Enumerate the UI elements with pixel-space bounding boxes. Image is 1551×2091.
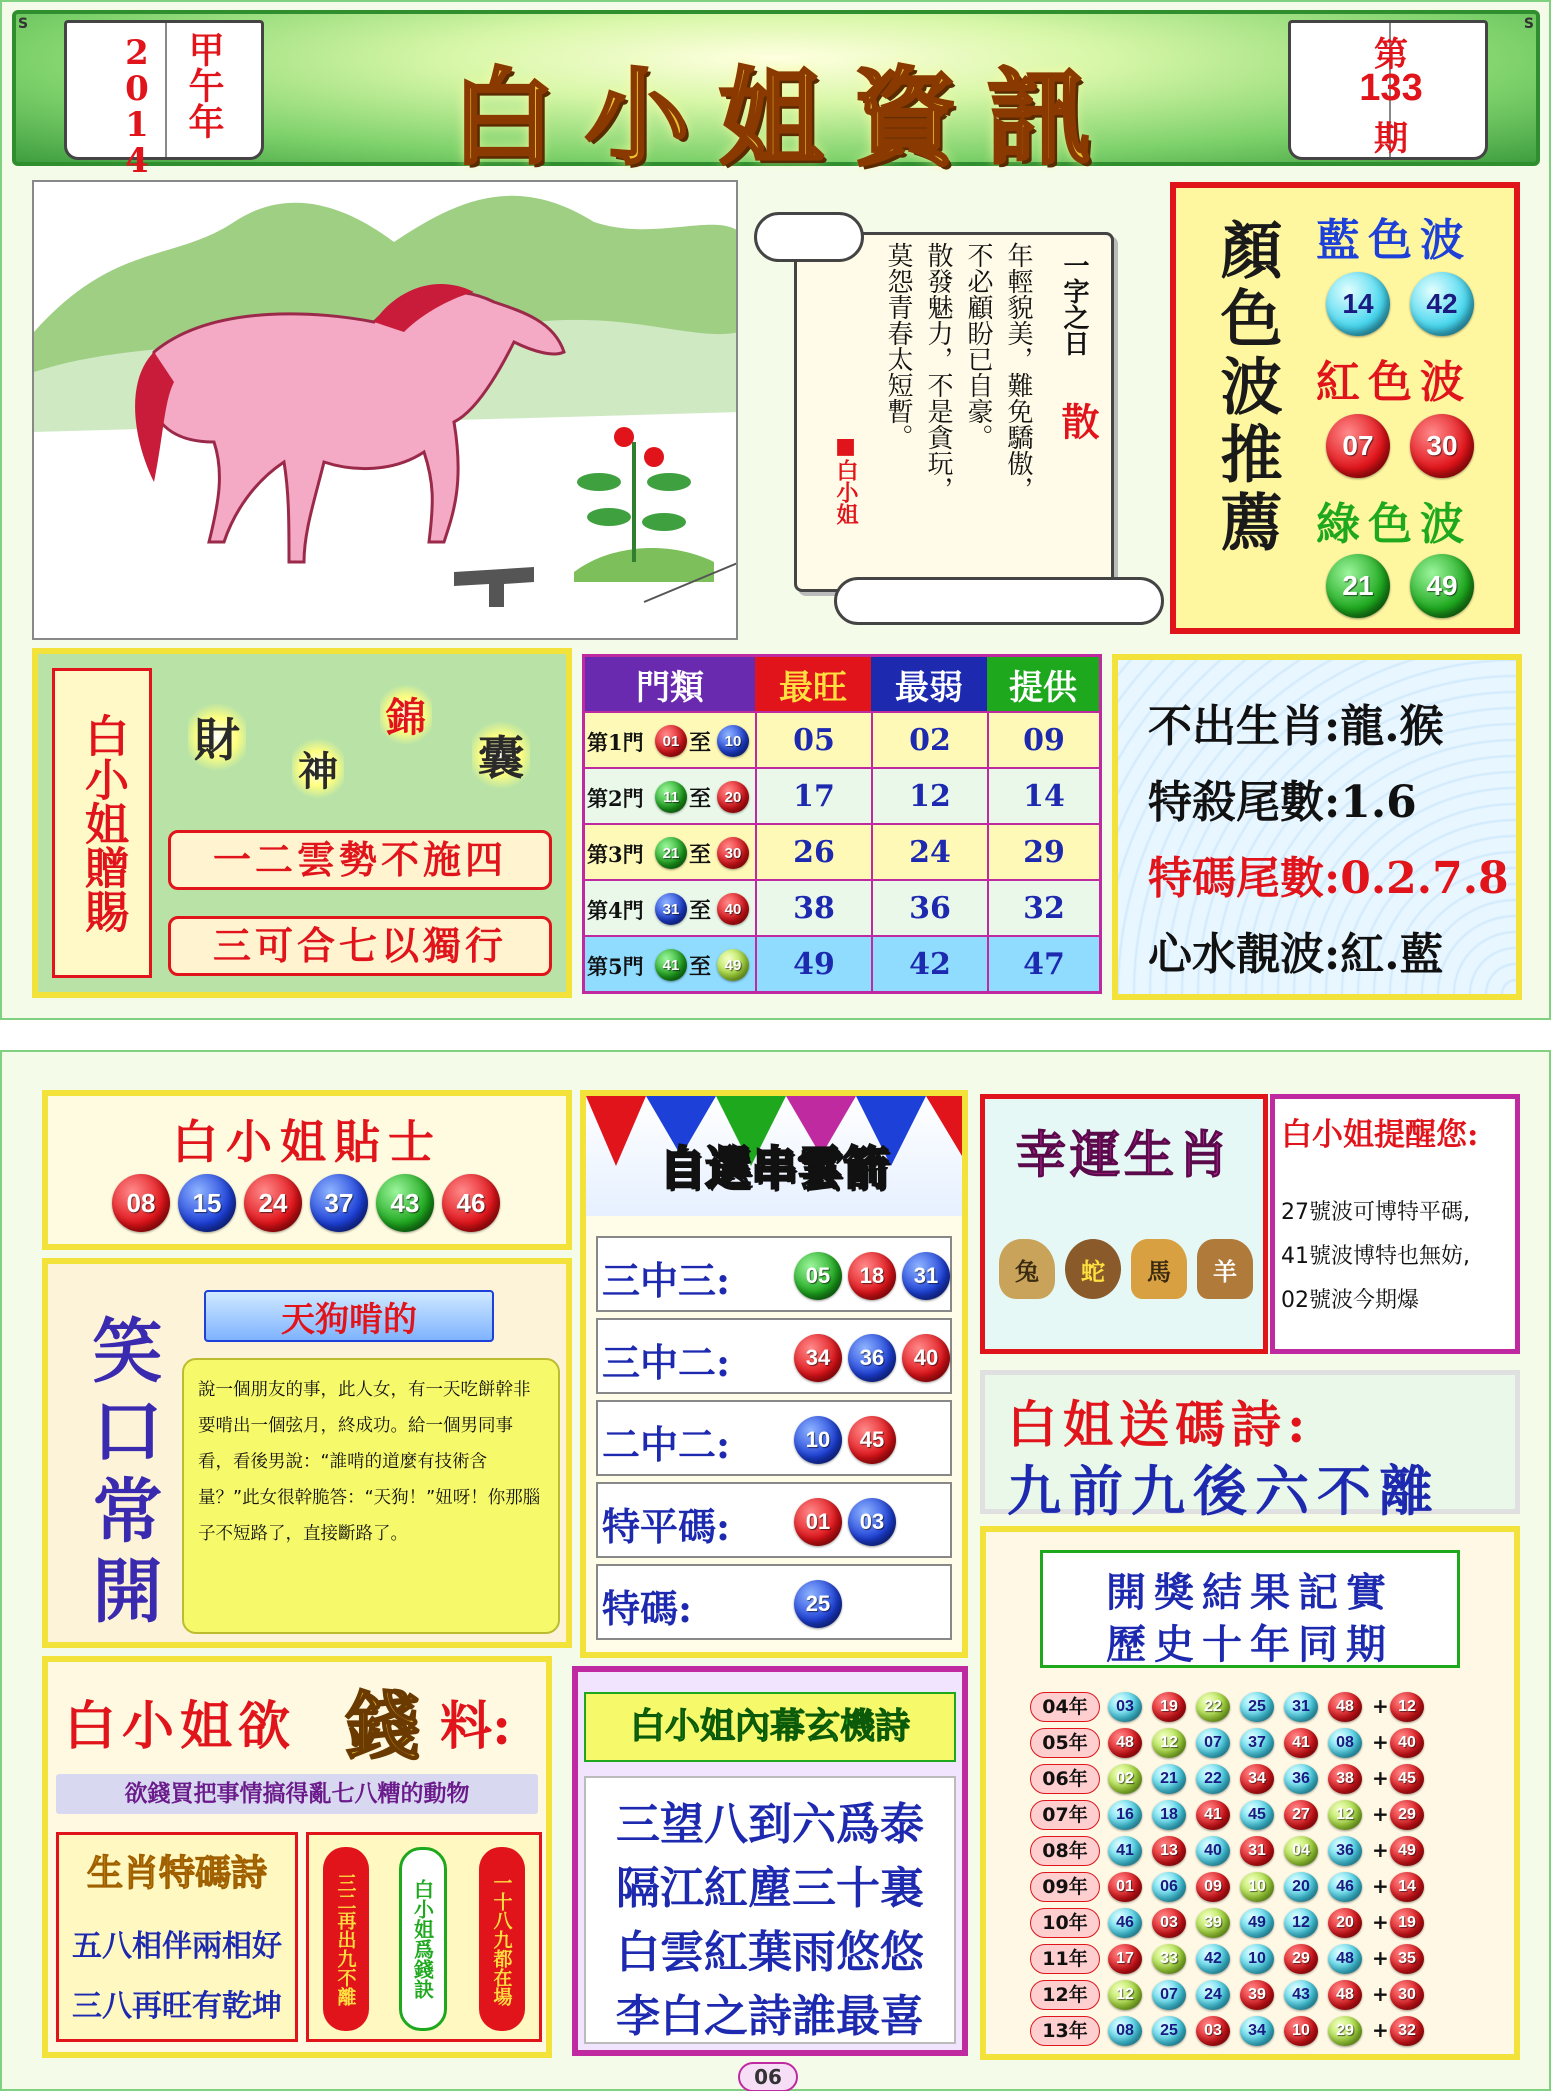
gift-line-1: 一二雲勢不施四 [168, 830, 552, 890]
history-plus: + [1372, 1838, 1389, 1862]
corner-mark-left: S [18, 16, 29, 32]
history-ball: 39 [1196, 1908, 1230, 1938]
picks-ball: 10 [794, 1416, 842, 1464]
picks-row-label: 三中二: [602, 1340, 731, 1385]
lucky-animal-3 [1131, 1239, 1187, 1299]
history-special-ball: 14 [1390, 1872, 1424, 1902]
stat-line-1: 不出生肖:龍.猴 [1148, 701, 1444, 752]
issue-number: 133 [1359, 67, 1423, 109]
tips-ball: 43 [376, 1174, 434, 1232]
history-special-ball: 35 [1390, 1944, 1424, 1974]
inside-line-3: 白雲紅葉雨悠悠 [616, 1927, 924, 1978]
picks-ball: 31 [902, 1252, 950, 1300]
wave-ball-red-1: 07 [1326, 414, 1390, 478]
history-special-ball: 32 [1390, 2016, 1424, 2046]
door-to-ball: 40 [717, 893, 749, 925]
year-number: 2014 [117, 33, 157, 177]
tips-ball: 08 [112, 1174, 170, 1232]
history-ball: 31 [1284, 1692, 1318, 1722]
lucky-title: 幸運生肖 [1016, 1125, 1232, 1184]
history-plus: + [1372, 1694, 1389, 1718]
scroll-heading: 一字之日 [1059, 252, 1089, 356]
history-ball: 20 [1328, 1908, 1362, 1938]
poem-scroll [754, 202, 1164, 634]
picks-ball: 05 [794, 1252, 842, 1300]
history-year: 06年 [1030, 1764, 1100, 1794]
history-year: 04年 [1030, 1692, 1100, 1722]
gift-line-2: 三可合七以獨行 [168, 916, 552, 976]
history-ball: 27 [1284, 1800, 1318, 1830]
history-special-ball: 29 [1390, 1800, 1424, 1830]
door-value: 09 [987, 713, 1099, 767]
lucky-animal-4-label: 羊 [1213, 1257, 1237, 1286]
picks-row [596, 1236, 952, 1312]
wave-label-red: 紅色波 [1316, 357, 1472, 408]
history-ball: 17 [1108, 1944, 1142, 1974]
door-to-word: 至 [689, 842, 712, 868]
inside-line-2: 隔江紅塵三十裏 [616, 1863, 924, 1914]
scroll-signature: ■白小姐 [833, 434, 858, 525]
tips-ball: 46 [442, 1174, 500, 1232]
wave-ball-green-2: 49 [1410, 554, 1474, 618]
issue-suffix: 期 [1374, 119, 1408, 159]
scroll-line-4: 莫怨青春太短暫。 [883, 242, 913, 450]
history-ball: 04 [1284, 1836, 1318, 1866]
header-banner [12, 10, 1540, 179]
gift-char-cai: 財 [188, 698, 246, 776]
history-ball: 33 [1152, 1944, 1186, 1974]
scroll-roll-bottom [834, 577, 1164, 625]
door-value: 05 [755, 713, 871, 767]
door-row-label: 第2門 [587, 786, 644, 811]
history-ball: 10 [1284, 2016, 1318, 2046]
zodiac-title: 生肖特碼詩 [86, 1852, 267, 1894]
gift-char-shen: 神 [292, 734, 344, 803]
gift-side [52, 668, 152, 978]
door-row [585, 879, 1099, 935]
money-subtitle: 欲錢買把事情搞得亂七八糟的動物 [56, 1774, 538, 1814]
history-ball: 24 [1196, 1980, 1230, 2010]
history-plus: + [1372, 1802, 1389, 1826]
history-year: 13年 [1030, 2016, 1100, 2046]
history-plus: + [1372, 1766, 1389, 1790]
scroll-right-text: 一十八九都在場 [490, 1872, 513, 2006]
corner-mark-right: S [1523, 16, 1534, 32]
picks-ball: 45 [848, 1416, 896, 1464]
history-ball: 01 [1108, 1872, 1142, 1902]
top-page [0, 0, 1551, 1020]
wave-ball-red-2: 30 [1410, 414, 1474, 478]
history-title-box [1040, 1550, 1460, 1668]
door-value: 14 [987, 769, 1099, 823]
history-special-ball: 30 [1390, 1980, 1424, 2010]
history-special-ball: 45 [1390, 1764, 1424, 1794]
door-from-ball: 11 [655, 781, 687, 813]
color-wave-panel [1170, 182, 1520, 634]
history-title-1: 開獎結果記實 [1106, 1569, 1394, 1616]
door-row-label: 第5門 [587, 954, 644, 979]
picks-title: 自選串雲箭 [659, 1141, 889, 1195]
history-ball: 10 [1240, 1872, 1274, 1902]
picks-ball: 40 [902, 1334, 950, 1382]
stat-line-4: 心水靚波:紅.藍 [1148, 929, 1444, 980]
history-ball: 13 [1152, 1836, 1186, 1866]
year-book [64, 20, 264, 177]
door-to-word: 至 [689, 954, 712, 980]
door-to-word: 至 [689, 730, 712, 756]
history-ball: 29 [1328, 2016, 1362, 2046]
history-year: 05年 [1030, 1728, 1100, 1758]
history-ball: 19 [1152, 1692, 1186, 1722]
tips-panel [42, 1090, 572, 1250]
door-to-ball: 49 [717, 949, 749, 981]
history-panel [980, 1526, 1520, 2060]
inside-panel [572, 1666, 968, 2056]
stat-line-2: 特殺尾數:1.6 [1148, 777, 1417, 828]
door-value: 17 [755, 769, 871, 823]
book-spine [165, 23, 167, 157]
door-row [585, 711, 1099, 767]
scroll-mid [399, 1847, 447, 2031]
gift-panel [32, 648, 572, 998]
money-title-a: 白小姐欲 [64, 1696, 297, 1757]
history-ball: 42 [1196, 1944, 1230, 1974]
history-ball: 49 [1240, 1908, 1274, 1938]
money-title-big: 錢 [346, 1684, 420, 1770]
history-ball: 12 [1284, 1908, 1318, 1938]
door-value: 29 [987, 825, 1099, 879]
history-ball: 48 [1328, 1980, 1362, 2010]
history-ball: 43 [1284, 1980, 1318, 2010]
history-special-ball: 19 [1390, 1908, 1424, 1938]
wave-label-green: 綠色波 [1316, 499, 1472, 550]
door-to-ball: 10 [717, 725, 749, 757]
door-value: 47 [987, 937, 1099, 991]
picks-row [596, 1482, 952, 1558]
door-from-ball: 41 [655, 949, 687, 981]
history-ball: 45 [1240, 1800, 1274, 1830]
lucky-panel [980, 1094, 1268, 1354]
history-ball: 48 [1108, 1728, 1142, 1758]
history-ball: 03 [1108, 1692, 1142, 1722]
history-year: 10年 [1030, 1908, 1100, 1938]
reminder-title: 白小姐提醒您: [1281, 1117, 1479, 1153]
history-ball: 41 [1108, 1836, 1142, 1866]
history-ball: 39 [1240, 1980, 1274, 2010]
door-table [582, 654, 1102, 994]
history-ball: 22 [1196, 1692, 1230, 1722]
history-ball: 09 [1196, 1872, 1230, 1902]
picks-panel [580, 1090, 968, 1658]
picks-row [596, 1564, 952, 1640]
door-from-ball: 21 [655, 837, 687, 869]
door-row [585, 767, 1099, 823]
money-scrolls [306, 1832, 542, 2042]
history-ball: 22 [1196, 1764, 1230, 1794]
picks-row [596, 1400, 952, 1476]
reminder-panel [1270, 1094, 1520, 1354]
wave-ball-blue-1: 14 [1326, 272, 1390, 336]
stat-line-3: 特碼尾數:0.2.7.8 [1148, 853, 1509, 904]
reminder-line-1: 27號波可博特平碼, [1281, 1200, 1470, 1225]
lucky-animal-2 [1065, 1239, 1121, 1299]
inside-title: 白小姐內幕玄機詩 [584, 1692, 956, 1762]
zodiac-line-2: 三八再旺有乾坤 [72, 1989, 282, 2024]
door-to-ball: 30 [717, 837, 749, 869]
history-special-ball: 40 [1390, 1728, 1424, 1758]
picks-ball: 34 [794, 1334, 842, 1382]
tips-title: 白小姐貼士 [172, 1115, 442, 1169]
history-ball: 36 [1328, 1836, 1362, 1866]
door-from-ball: 31 [655, 893, 687, 925]
history-plus: + [1372, 2018, 1389, 2042]
door-value: 12 [871, 769, 987, 823]
joke-panel [42, 1258, 572, 1648]
history-ball: 34 [1240, 2016, 1274, 2046]
inside-line-4: 李白之詩誰最喜 [616, 1991, 924, 2042]
picks-ball: 36 [848, 1334, 896, 1382]
history-ball: 36 [1284, 1764, 1318, 1794]
scroll-roll-top [754, 212, 864, 262]
door-row-label: 第4門 [587, 898, 644, 923]
joke-text: 說一個朋友的事，此人女，有一天吃餅幹非要啃出一個弦月，終成功。給一個男同事看，看後男說：“誰啃的道麼有技術含量？”此女很幹脆答：“天狗！”妞呀！你那腦子不短路了，直接斷路了。 [182, 1358, 560, 1634]
history-special-ball: 49 [1390, 1836, 1424, 1866]
issue-prefix: 第 [1374, 35, 1408, 75]
scroll-line-2: 不必顧盼已自豪。 [963, 242, 993, 450]
history-plus: + [1372, 1874, 1389, 1898]
door-row [585, 935, 1099, 991]
code-poem-line: 九前九後六不離 [1007, 1459, 1441, 1523]
tips-ball: 37 [310, 1174, 368, 1232]
door-to-word: 至 [689, 898, 712, 924]
history-ball: 12 [1108, 1980, 1142, 2010]
door-value: 36 [871, 881, 987, 935]
money-title-b: 料: [440, 1696, 512, 1757]
code-poem-title: 白姐送碼詩: [1007, 1395, 1312, 1454]
tips-ball: 24 [244, 1174, 302, 1232]
history-ball: 48 [1328, 1944, 1362, 1974]
year-ganzhi: 甲午年 [183, 31, 225, 139]
history-ball: 08 [1328, 1728, 1362, 1758]
wave-label-blue: 藍色波 [1316, 215, 1472, 266]
history-ball: 21 [1152, 1764, 1186, 1794]
door-row-label: 第3門 [587, 842, 644, 867]
stats-panel [1112, 654, 1522, 1000]
lucky-animal-4 [1197, 1239, 1253, 1299]
door-value: 02 [871, 713, 987, 767]
history-ball: 37 [1240, 1728, 1274, 1758]
lucky-animal-1-label: 兔 [1015, 1257, 1039, 1286]
history-special-ball: 12 [1390, 1692, 1424, 1722]
gift-side-title: 白小姐贈賜 [77, 713, 128, 933]
door-header-3: 最弱 [871, 657, 987, 711]
door-value: 24 [871, 825, 987, 879]
history-ball: 46 [1108, 1908, 1142, 1938]
scroll-mid-text: 白小姐爲錢訣 [410, 1879, 435, 1999]
joke-side-title: 笑口常開 [81, 1314, 164, 1634]
history-ball: 38 [1328, 1764, 1362, 1794]
history-ball: 12 [1152, 1728, 1186, 1758]
joke-banner [204, 1290, 494, 1342]
scroll-left [323, 1847, 369, 2031]
scroll-right [479, 1847, 525, 2031]
zodiac-line-1: 五八相伴兩相好 [72, 1929, 282, 1964]
lucky-animal-3-label: 馬 [1147, 1257, 1171, 1286]
history-ball: 12 [1328, 1800, 1362, 1830]
history-ball: 06 [1152, 1872, 1186, 1902]
wave-ball-green-1: 21 [1326, 554, 1390, 618]
history-ball: 03 [1196, 2016, 1230, 2046]
history-title-2: 歷史十年同期 [1106, 1621, 1394, 1668]
door-to-ball: 20 [717, 781, 749, 813]
scroll-word: 散 [1055, 402, 1100, 440]
scroll-line-3: 散發魅力，不是貪玩， [923, 242, 953, 502]
history-plus: + [1372, 1730, 1389, 1754]
reminder-line-3: 02號波今期爆 [1281, 1288, 1419, 1313]
scroll-left-text: 三二再出九不離 [334, 1872, 357, 2006]
horse-illustration [32, 180, 738, 640]
color-wave-title: 顏色波推薦 [1210, 218, 1283, 558]
picks-ball: 25 [794, 1580, 842, 1628]
history-ball: 41 [1284, 1728, 1318, 1758]
gift-char-nang: 囊 [472, 716, 530, 794]
history-ball: 20 [1284, 1872, 1318, 1902]
history-year: 07年 [1030, 1800, 1100, 1830]
picks-row-label: 二中二: [602, 1422, 731, 1467]
inside-line-1: 三望八到六爲泰 [616, 1799, 924, 1850]
inside-body [584, 1776, 956, 2044]
door-row [585, 823, 1099, 879]
gift-char-jin: 錦 [380, 680, 432, 749]
history-ball: 02 [1108, 1764, 1142, 1794]
history-ball: 18 [1152, 1800, 1186, 1830]
history-ball: 40 [1196, 1836, 1230, 1866]
history-ball: 46 [1328, 1872, 1362, 1902]
history-ball: 41 [1196, 1800, 1230, 1830]
history-year: 09年 [1030, 1872, 1100, 1902]
history-ball: 48 [1328, 1692, 1362, 1722]
history-ball: 07 [1196, 1728, 1230, 1758]
door-header-4: 提供 [987, 657, 1099, 711]
door-row-label: 第1門 [587, 730, 644, 755]
door-value: 32 [987, 881, 1099, 935]
wave-ball-blue-2: 42 [1410, 272, 1474, 336]
page-number: 06 [738, 2062, 798, 2091]
door-to-word: 至 [689, 786, 712, 812]
history-ball: 07 [1152, 1980, 1186, 2010]
history-plus: + [1372, 1982, 1389, 2006]
history-ball: 34 [1240, 1764, 1274, 1794]
door-from-ball: 01 [655, 725, 687, 757]
door-value: 26 [755, 825, 871, 879]
picks-row [596, 1318, 952, 1394]
history-plus: + [1372, 1910, 1389, 1934]
history-ball: 03 [1152, 1908, 1186, 1938]
picks-row-label: 三中三: [602, 1258, 731, 1303]
issue-book [1288, 20, 1488, 160]
picks-ball: 03 [848, 1498, 896, 1546]
door-value: 49 [755, 937, 871, 991]
lucky-animal-1 [999, 1239, 1055, 1299]
door-header-2: 最旺 [755, 657, 871, 711]
door-header-1: 門類 [585, 657, 755, 711]
history-ball: 08 [1108, 2016, 1142, 2046]
money-panel [42, 1656, 552, 2058]
picks-header [586, 1096, 962, 1216]
history-ball: 16 [1108, 1800, 1142, 1830]
code-poem-panel [980, 1370, 1520, 1523]
scroll-line-1: 年輕貌美，難免驕傲， [1003, 242, 1033, 502]
history-ball: 31 [1240, 1836, 1274, 1866]
picks-ball: 01 [794, 1498, 842, 1546]
picks-row-label: 特平碼: [602, 1504, 731, 1549]
joke-banner-text: 天狗啃的 [281, 1299, 417, 1340]
picks-ball: 18 [848, 1252, 896, 1300]
history-plus: + [1372, 1946, 1389, 1970]
history-year: 12年 [1030, 1980, 1100, 2010]
zodiac-poem-box [56, 1832, 298, 2042]
history-year: 11年 [1030, 1944, 1100, 1974]
history-ball: 10 [1240, 1944, 1274, 1974]
tips-ball: 15 [178, 1174, 236, 1232]
history-year: 08年 [1030, 1836, 1100, 1866]
door-value: 42 [871, 937, 987, 991]
history-ball: 29 [1284, 1944, 1318, 1974]
lucky-animal-2-label: 蛇 [1081, 1257, 1105, 1286]
main-title: 白小姐資訊 [450, 56, 1121, 179]
reminder-line-2: 41號波博特也無妨, [1281, 1244, 1470, 1269]
door-value: 38 [755, 881, 871, 935]
picks-row-label: 特碼: [602, 1586, 693, 1631]
bottom-page [0, 1050, 1551, 2091]
history-ball: 25 [1152, 2016, 1186, 2046]
history-ball: 25 [1240, 1692, 1274, 1722]
